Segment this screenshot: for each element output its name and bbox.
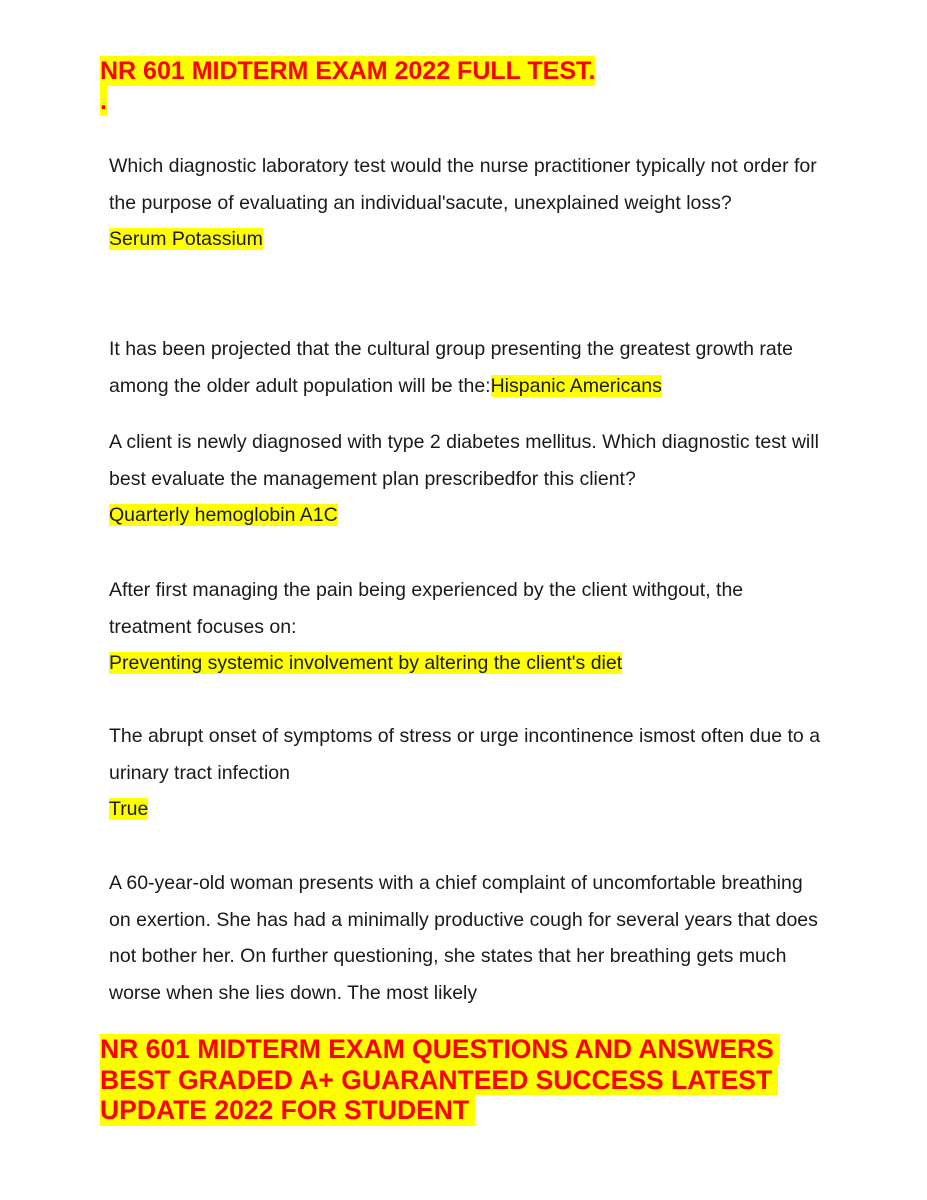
- question-block-5: [109, 718, 829, 828]
- title-dot: .: [100, 87, 107, 115]
- question-text: The abrupt onset of symptoms of stress or urge incontinence ismost often due to a urinary tract infection: [109, 725, 821, 784]
- question-block-4: [109, 572, 829, 682]
- answer-text: Quarterly hemoglobin A1C: [109, 504, 338, 526]
- question-block-2: [109, 331, 829, 404]
- answer-text: Serum Potassium: [109, 228, 263, 250]
- answer-text: True: [109, 798, 149, 820]
- question-text: After first managing the pain being experienced by the client withgout, the treatment focuses on:: [109, 579, 744, 638]
- question-block-6: [109, 865, 829, 1011]
- question-block-1: [109, 148, 829, 258]
- document-title: [100, 56, 860, 116]
- footer-line-3: UPDATE 2022 FOR STUDENT: [100, 1095, 475, 1126]
- answer-text: Hispanic Americans: [490, 374, 662, 397]
- answer-text: Preventing systemic involvement by altering the client's diet: [109, 652, 623, 674]
- title-text: NR 601 MIDTERM EXAM 2022 FULL TEST.: [100, 57, 596, 85]
- question-text: A client is newly diagnosed with type 2 diabetes mellitus. Which diagnostic test will best evaluate the management plan prescribedfor this client?: [109, 431, 819, 490]
- question-text: Which diagnostic laboratory test would the nurse practitioner typically not order for the purpose of evaluating an individual'sacute, unexplained weight loss?: [109, 155, 817, 214]
- footer-line-1: NR 601 MIDTERM EXAM QUESTIONS AND ANSWERS: [100, 1034, 780, 1065]
- question-text: A 60-year-old woman presents with a chief complaint of uncomfortable breathing on exertion. She has had a minimally productive cough for several years that does not bother her. On further questioning, she states that her breathing gets much worse when she lies down. The most likely: [109, 872, 818, 1004]
- question-text: It has been projected that the cultural group presenting the greatest growth rate among the older adult population will be the:: [109, 338, 794, 397]
- document-footer: [100, 1034, 820, 1126]
- question-block-3: [109, 424, 829, 534]
- footer-line-2: BEST GRADED A+ GUARANTEED SUCCESS LATEST: [100, 1065, 778, 1096]
